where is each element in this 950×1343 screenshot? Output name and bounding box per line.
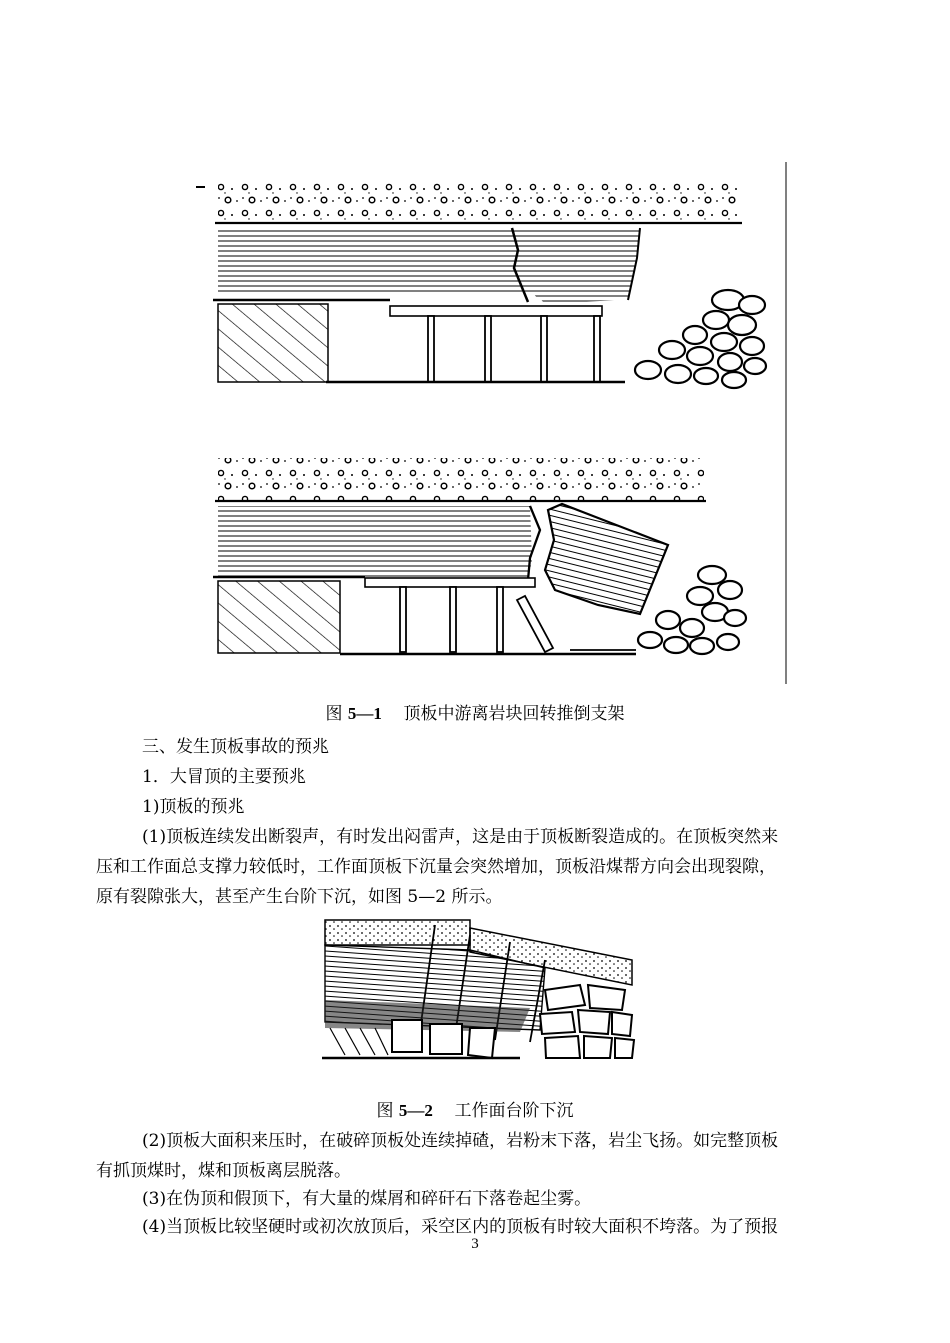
figure-5-1-caption: [0, 699, 950, 724]
figure-5-1-drawing: [190, 155, 800, 690]
page-number: 3: [471, 1236, 479, 1252]
upper-conglomerate-layer: [218, 180, 740, 222]
paragraph1-line1: (1)顶板连续发出断裂声，有时发出闷雷声，这是由于顶板断裂造成的。在顶板突然来: [142, 827, 779, 847]
section-heading: 三、发生顶板事故的预兆: [142, 737, 329, 757]
sub-sub-heading: 1)顶板的预兆: [142, 797, 245, 817]
rotating-rock-block: [545, 504, 668, 614]
paragraph2-line2: 有抓顶煤时，煤和顶板离层脱落。: [96, 1161, 351, 1181]
paragraph1-line2: 压和工作面总支撑力较低时，工作面顶板下沉量会突然增加，顶板沿煤帮方向会出现裂隙，: [96, 857, 776, 877]
paragraph1-line3: 原有裂隙张大，甚至产生台阶下沉，如图 5—2 所示。: [96, 887, 503, 907]
upper-gob-rubble: [635, 290, 766, 388]
lower-conglomerate-layer: [218, 458, 704, 500]
figure-5-2-prefix: 图: [376, 1101, 394, 1121]
paragraph2-line1: (2)顶板大面积来压时，在破碎顶板处连续掉碴，岩粉末下落，岩尘飞扬。如完整顶板: [142, 1131, 779, 1151]
figure-5-2-title: 工作面台阶下沉: [454, 1101, 574, 1121]
figure-5-2-caption: [0, 1096, 950, 1121]
figure-5-2-drawing: [320, 915, 640, 1065]
paragraph4-line1: (4)当顶板比较坚硬时或初次放顶后，采空区内的顶板有时较大面积不垮落。为了预报: [142, 1217, 779, 1237]
figure-5-1-prefix: 图: [325, 704, 343, 724]
figure-5-1-number: 5—1: [347, 704, 382, 723]
lower-canopy: [365, 578, 535, 587]
figure-5-2-number: 5—2: [398, 1101, 433, 1120]
lower-roof-strata: [218, 506, 532, 580]
lower-props: [400, 587, 503, 652]
paragraph3-line1: (3)在伪顶和假顶下，有大量的煤屑和碎矸石下落卷起尘雾。: [142, 1189, 592, 1209]
upper-props: [428, 316, 600, 382]
sub-heading: 1．大冒顶的主要预兆: [142, 767, 306, 787]
upper-coal-wall: [218, 304, 328, 382]
figure-5-2: [320, 915, 640, 1065]
figure-5-1: [190, 155, 800, 690]
figure-5-1-title: 顶板中游离岩块回转推倒支架: [403, 704, 625, 724]
lower-coal-wall: [218, 581, 340, 653]
upper-roof-strata: [218, 228, 640, 303]
toppled-prop: [517, 596, 553, 652]
upper-canopy: [390, 306, 602, 316]
